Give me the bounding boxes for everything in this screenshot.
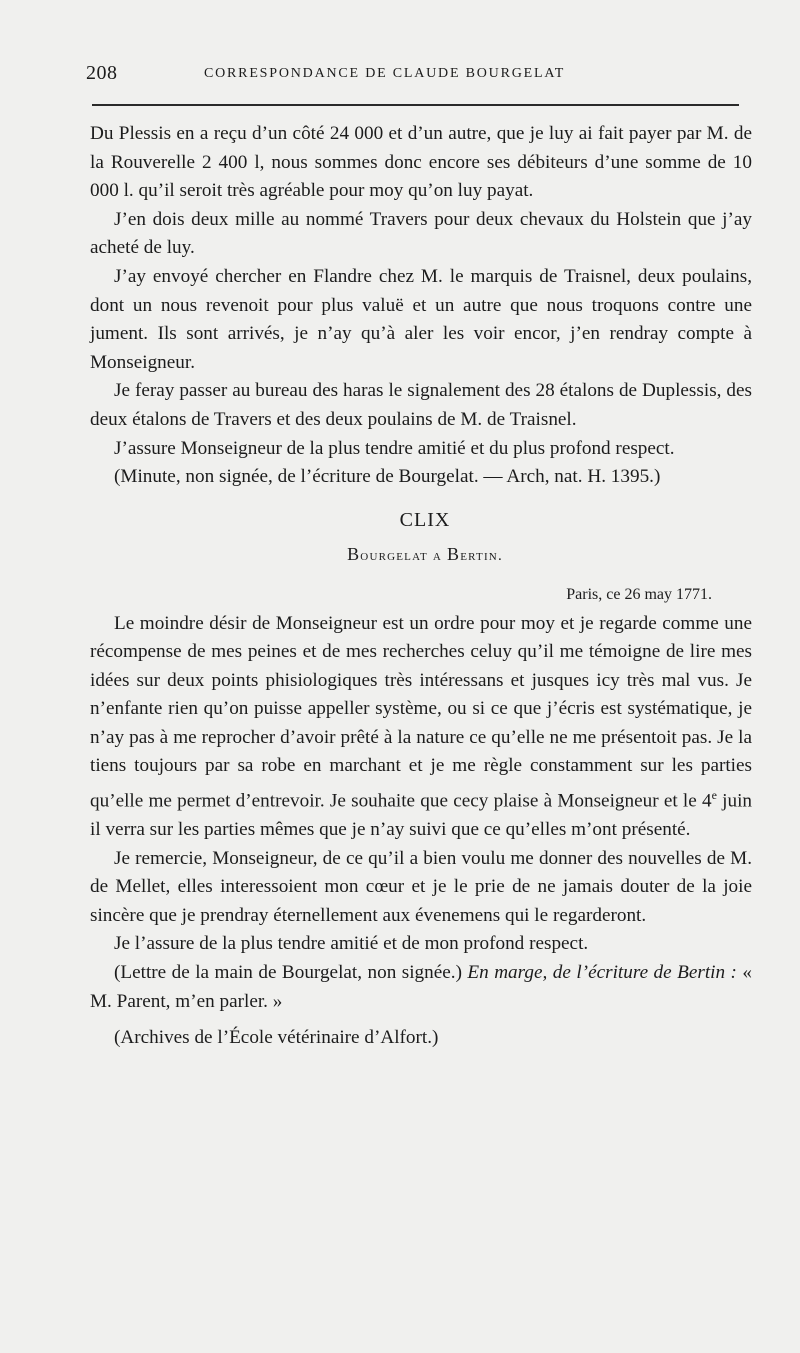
letter-paragraph	[90, 610, 752, 845]
title-word: ourgelat	[360, 548, 428, 565]
letter-paragraph: Je remercie, Monseigneur, de ce qu’il a bien voulu me donner des nouvelles de M. de Mellet, elles interessoient mon cœur et je le prie de ne jamais douter de la joie sincère que je prendray éternellement aux évenemens qui le regarderont.	[90, 847, 752, 926]
page-body	[90, 120, 752, 1053]
text-run: (Lettre de la main de Bourgelat, non signée.)	[114, 962, 468, 984]
page-number: 208	[86, 62, 118, 84]
title-word: ertin.	[460, 548, 503, 565]
header-rule	[92, 104, 739, 106]
text-run: Le moindre désir de Monseigneur est un ordre pour moy et je regarde comme une récompense de mes peines et de mes recherches celuy qu’il me témoigne de lire mes idées sur deux points phisiologiques très intéressans et jusques icy très mal vus. Je n’enfante rien qu’on puisse appeller système, ou si ce que j’écris est systématique, je n’ay pas à me reprocher d’avoir prêté à la nature ce qu’elle ne me présentoit pas. Je la tiens toujours par sa robe en marchant et je me règle constamment sur les parties qu’elle me permet d’entrevoir. Je souhaite que cecy plaise à Monseigneur et le 4	[90, 612, 752, 812]
page-header	[86, 62, 740, 86]
italic-run: En marge, de l’écriture de Bertin :	[467, 962, 737, 984]
title-initial: B	[447, 544, 461, 565]
paragraph: J’ay envoyé chercher en Flandre chez M. le marquis de Traisnel, deux poulains, dont un nous revenoit pour plus valuë et un autre que nous troquons contre une jument. Ils sont arrivés, je n’ay qu’à aler les voir encor, j’en rendray compte à Monseigneur.	[90, 265, 752, 373]
paragraph: J’assure Monseigneur de la plus tendre amitié et du plus profond respect.	[114, 437, 675, 459]
running-head: CORRESPONDANCE DE CLAUDE BOURGELAT	[204, 66, 566, 81]
paragraph: Du Plessis en a reçu d’un côté 24 000 et d’un autre, que je luy ai fait payer par M. de la Rouverelle 2 400 l, nous sommes donc encore ses débiteurs d’une somme de 10 000 l. qu’il seroit très agréable pour moy qu’on luy payat.	[90, 123, 752, 202]
dateline: Paris, ce 26 may 1771.	[566, 585, 712, 603]
source-note: (Minute, non signée, de l’écriture de Bourgelat. — Arch, nat. H. 1395.)	[114, 466, 661, 488]
letter-title	[90, 540, 752, 571]
text-run: « M. Parent, m’en parler. »	[90, 962, 752, 1012]
letter-note	[90, 959, 752, 1016]
paragraph: J’en dois deux mille au nommé Travers pour deux chevaux du Holstein que j’ay acheté de luy.	[90, 208, 752, 259]
letter-number: CLIX	[399, 508, 451, 531]
letter-paragraph: Je l’assure de la plus tendre amitié et de mon profond respect.	[114, 933, 589, 955]
archive-note: (Archives de l’École vétérinaire d’Alfort.)	[114, 1027, 439, 1049]
title-initial: B	[347, 544, 361, 565]
text-run: juin il verra sur les parties mêmes que je n’ay suivi que ce qu’elles m’ont présenté.	[90, 790, 752, 841]
paragraph: Je feray passer au bureau des haras le signalement des 28 étalons de Duplessis, des deux étalons de Travers et des deux poulains de M. de Traisnel.	[90, 380, 752, 430]
superscript: e	[711, 788, 717, 803]
title-word: a	[432, 548, 443, 565]
